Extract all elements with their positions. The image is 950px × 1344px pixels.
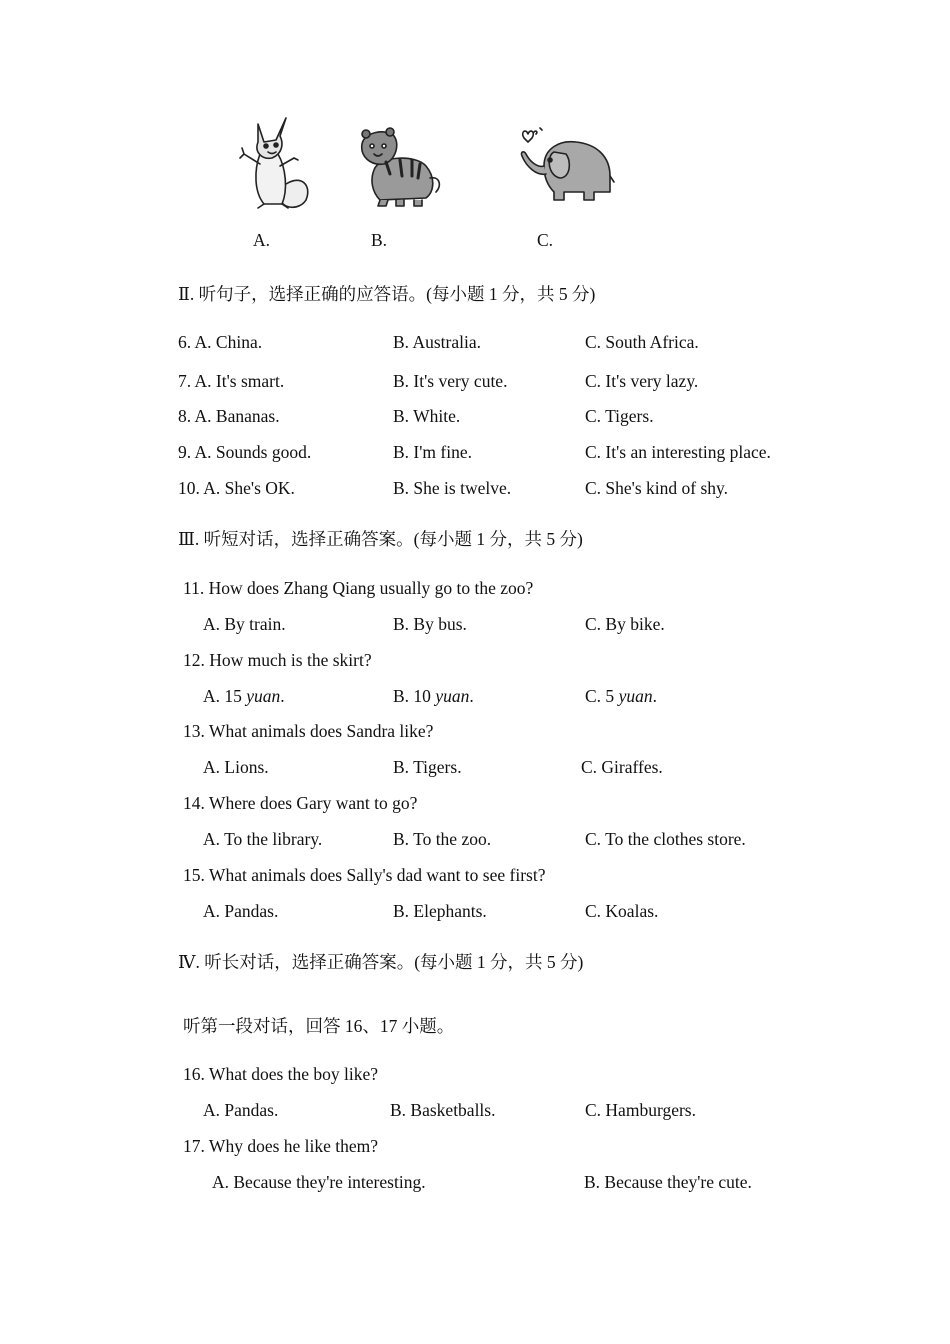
question-13-option-c: C. Giraffes. [581, 757, 663, 777]
question-16-text: 16. What does the boy like? [183, 1064, 379, 1084]
question-7-option-c: C. It's very lazy. [585, 371, 699, 391]
question-8-option-b: B. White. [393, 406, 461, 426]
question-12-option-b: B. 10 yuan. [393, 686, 474, 706]
question-11-option-b: B. By bus. [393, 614, 467, 634]
question-6-option-b: B. Australia. [393, 332, 481, 352]
question-15-text: 15. What animals does Sally's dad want to see first? [183, 865, 546, 885]
question-14-option-a: A. To the library. [203, 829, 323, 849]
question-10-option-b: B. She is twelve. [393, 478, 512, 498]
question-16-option-c: C. Hamburgers. [585, 1100, 696, 1120]
question-8-option-c: C. Tigers. [585, 406, 654, 426]
question-10-option-c: C. She's kind of shy. [585, 478, 728, 498]
question-11-option-a: A. By train. [203, 614, 286, 634]
question-12-text: 12. How much is the skirt? [183, 650, 372, 670]
elephant-icon [514, 126, 616, 210]
question-9-option-b: B. I'm fine. [393, 442, 472, 462]
question-9-option-c: C. It's an interesting place. [585, 442, 771, 462]
fox-picture [236, 114, 312, 212]
picture-label-b: B. [371, 230, 388, 250]
question-16-option-a: A. Pandas. [203, 1100, 279, 1120]
picture-label-a: A. [253, 230, 271, 250]
section-3-heading: Ⅲ. 听短对话，选择正确答案。(每小题 1 分，共 5 分) [178, 529, 583, 549]
question-17-option-a: A. Because they're interesting. [212, 1172, 426, 1192]
section-4-heading: Ⅳ. 听长对话，选择正确答案。(每小题 1 分，共 5 分) [178, 952, 584, 972]
question-6-option-c: C. South Africa. [585, 332, 699, 352]
question-17-text: 17. Why does he like them? [183, 1136, 379, 1156]
question-11-option-c: C. By bike. [585, 614, 665, 634]
question-6-option-a: 6. A. China. [178, 332, 263, 352]
question-9-option-a: 9. A. Sounds good. [178, 442, 312, 462]
question-10-option-a: 10. A. She's OK. [178, 478, 295, 498]
tiger-icon [356, 126, 444, 210]
question-14-option-b: B. To the zoo. [393, 829, 492, 849]
question-12-option-a: A. 15 yuan. [203, 686, 285, 706]
question-14-text: 14. Where does Gary want to go? [183, 793, 418, 813]
question-8-option-a: 8. A. Bananas. [178, 406, 280, 426]
question-11-text: 11. How does Zhang Qiang usually go to the zoo? [183, 578, 534, 598]
question-15-option-a: A. Pandas. [203, 901, 279, 921]
section-4-instruction: 听第一段对话，回答 16、17 小题。 [183, 1016, 455, 1036]
question-14-option-c: C. To the clothes store. [585, 829, 746, 849]
question-13-option-a: A. Lions. [203, 757, 269, 777]
section-2-heading: Ⅱ. 听句子，选择正确的应答语。(每小题 1 分，共 5 分) [178, 284, 596, 304]
picture-label-c: C. [537, 230, 554, 250]
question-7-option-b: B. It's very cute. [393, 371, 508, 391]
question-15-option-b: B. Elephants. [393, 901, 487, 921]
question-13-option-b: B. Tigers. [393, 757, 462, 777]
elephant-picture [514, 126, 616, 210]
question-7-option-a: 7. A. It's smart. [178, 371, 285, 391]
tiger-picture [356, 126, 444, 210]
question-16-option-b: B. Basketballs. [390, 1100, 496, 1120]
question-13-text: 13. What animals does Sandra like? [183, 721, 434, 741]
question-15-option-c: C. Koalas. [585, 901, 659, 921]
question-17-option-b: B. Because they're cute. [584, 1172, 752, 1192]
question-12-option-c: C. 5 yuan. [585, 686, 657, 706]
fox-icon [236, 114, 312, 212]
